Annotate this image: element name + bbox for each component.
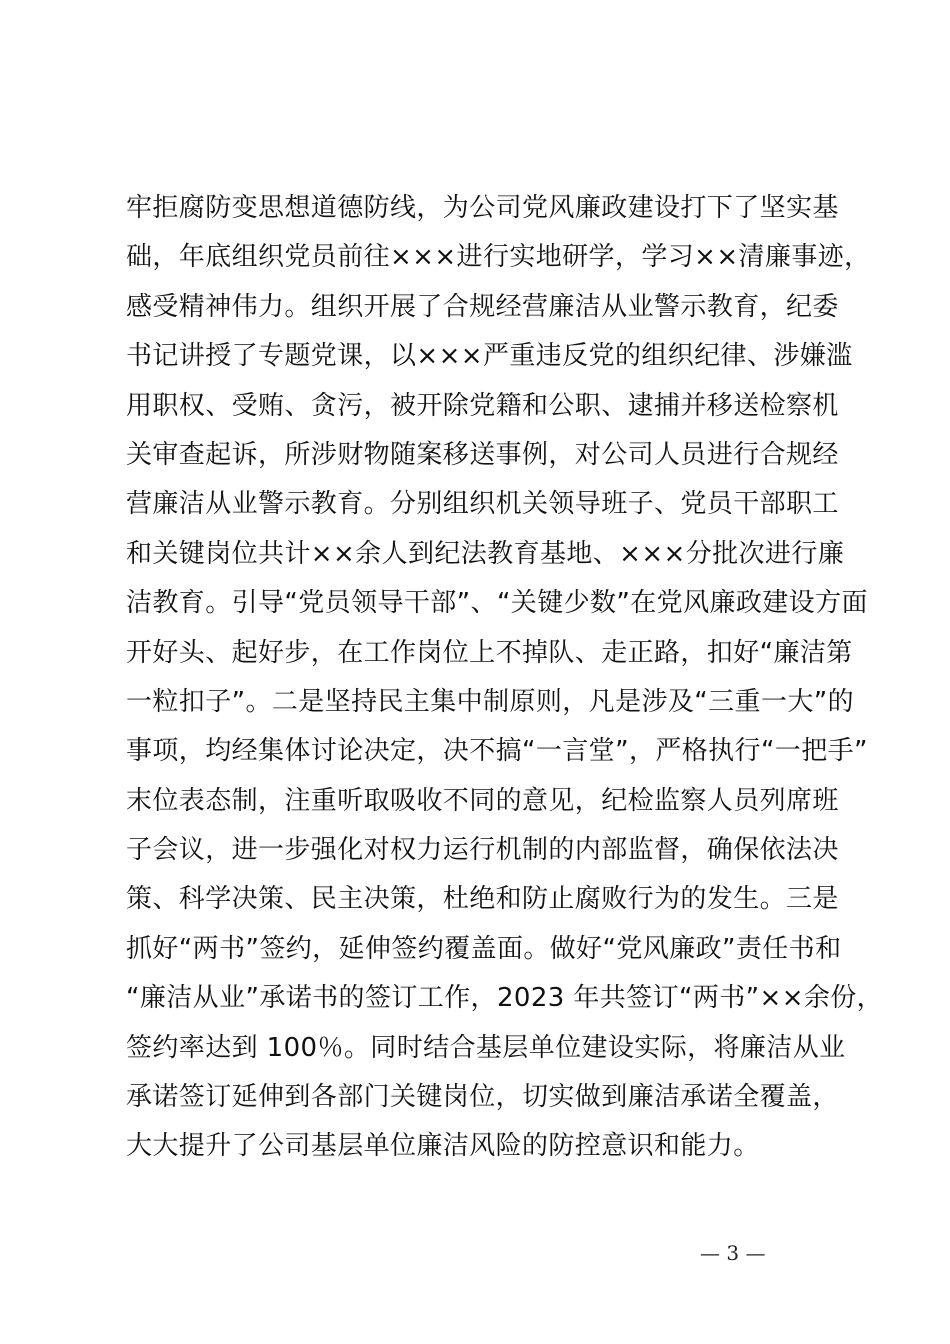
text-line: “廉洁从业”承诺书的签订工作，2023 年共签订“两书”××余份， <box>126 983 884 1014</box>
text-line: 用职权、受贿、贪污，被开除党籍和公职、逮捕并移送检察机 <box>126 390 839 421</box>
text-line: 感受精神伟力。组织开展了合规经营廉洁从业警示教育，纪委 <box>126 291 839 322</box>
text-line: 策、科学决策、民主决策，杜绝和防止腐败行为的发生。三是 <box>126 884 839 915</box>
page-number: — 3 — <box>700 1241 766 1265</box>
text-line: 大大提升了公司基层单位廉洁风险的防控意识和能力。 <box>126 1131 760 1162</box>
body-paragraph <box>126 184 884 1172</box>
text-line: 和关键岗位共计××余人到纪法教育基地、×××分批次进行廉 <box>126 538 845 569</box>
text-line: 牢拒腐防变思想道德防线，为公司党风廉政建设打下了坚实基 <box>126 193 839 223</box>
text-line: 础，年底组织党员前往×××进行实地研学，学习××清廉事迹， <box>126 242 871 273</box>
text-line: 承诺签订延伸到各部门关键岗位，切实做到廉洁承诺全覆盖， <box>126 1082 839 1113</box>
text-line: 子会议，进一步强化对权力运行机制的内部监督，确保依法决 <box>126 835 839 866</box>
text-line: 书记讲授了专题党课，以×××严重违反党的组织纪律、涉嫌滥 <box>126 341 853 372</box>
text-line: 抓好“两书”签约，延伸签约覆盖面。做好“党风廉政”责任书和 <box>126 933 842 964</box>
text-line: 事项，均经集体讨论决定，决不搞“一言堂”，严格执行“一把手” <box>126 736 868 767</box>
text-line: 末位表态制，注重听取吸收不同的意见，纪检监察人员列席班 <box>126 785 839 816</box>
text-line: 洁教育。引导“党员领导干部”、“关键少数”在党风廉政建设方面 <box>126 588 868 619</box>
text-line: 关审查起诉，所涉财物随案移送事例，对公司人员进行合规经 <box>126 439 839 470</box>
text-line: 营廉洁从业警示教育。分别组织机关领导班子、党员干部职工 <box>126 489 839 520</box>
text-line: 开好头、起好步，在工作岗位上不掉队、走正路，扣好“廉洁第 <box>126 637 853 668</box>
text-line: 一粒扣子”。二是坚持民主集中制原则，凡是涉及“三重一大”的 <box>126 686 855 717</box>
text-line: 签约率达到 100％。同时结合基层单位建设实际，将廉洁从业 <box>126 1032 846 1063</box>
